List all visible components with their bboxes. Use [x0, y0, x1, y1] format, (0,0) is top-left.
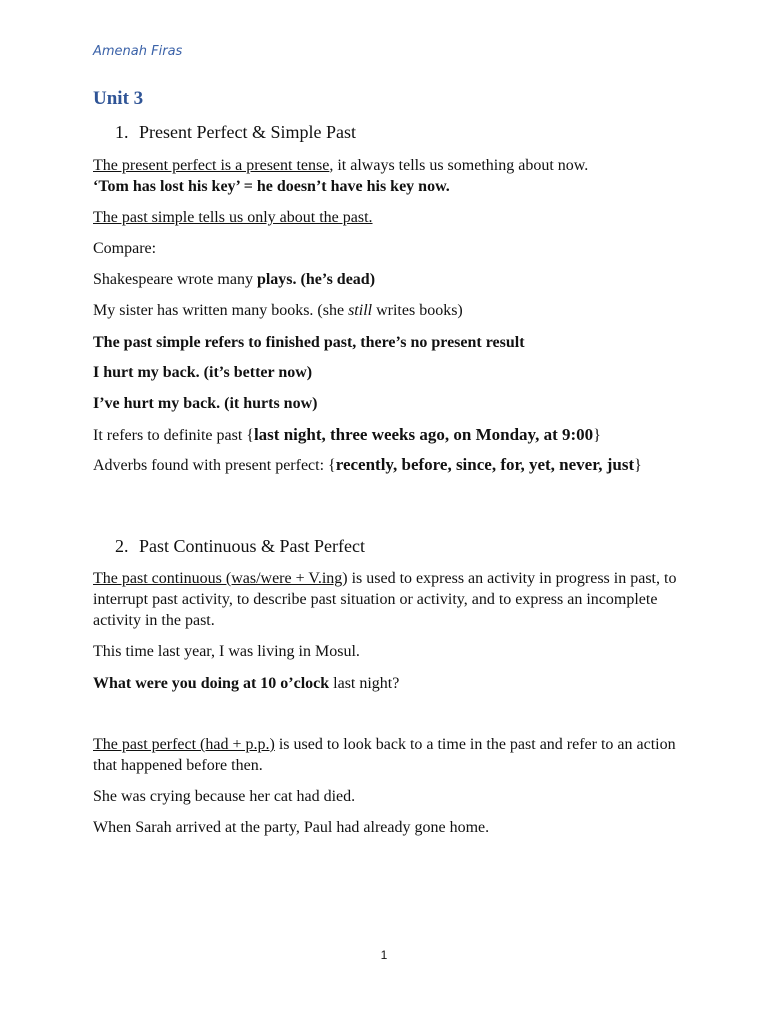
sister-example-start: My sister has written many books. (she	[93, 302, 349, 319]
sister-example-italic: still	[348, 302, 373, 319]
ten-oclock-example-bold: What were you doing at 10 o’clock	[93, 675, 330, 692]
adverbs-start: Adverbs found with present perfect: {	[93, 457, 336, 474]
compare-label: Compare:	[93, 240, 157, 257]
ten-oclock-example-end: last night?	[329, 675, 400, 692]
past-continuous-definition-underlined: The past continuous (was/were + V.ing	[93, 570, 343, 587]
unit-title: Unit 3	[93, 88, 144, 109]
shakespeare-example	[93, 269, 678, 290]
past-continuous-definition-rest: ) is used to express an activity in progress in past, to interrupt past activity, to describe past situation or activity, and to express an incomplete activity in the past.	[93, 570, 677, 629]
section-2-heading	[115, 536, 365, 557]
author-header: Amenah Firas	[93, 44, 183, 59]
past-perfect-definition-underlined: The past perfect (had + p.p.)	[93, 736, 275, 753]
adverbs-line	[93, 454, 678, 476]
adverbs-end: }	[634, 457, 642, 474]
past-continuous-definition	[93, 568, 678, 631]
past-simple-rule: The past simple refers to finished past, there’s no present result	[93, 334, 525, 351]
page-number: 1	[380, 948, 388, 962]
past-perfect-definition	[93, 734, 678, 776]
section-2-number: 2.	[115, 536, 129, 556]
sister-example-end: writes books)	[372, 302, 463, 319]
section-2-title: Past Continuous & Past Perfect	[139, 536, 365, 556]
past-perfect-definition-rest: is used to look back to a time in the past and refer to an action that happened before then.	[93, 736, 676, 774]
section-1-title: Present Perfect & Simple Past	[139, 122, 356, 142]
definite-past-end: }	[593, 427, 601, 444]
past-simple-definition	[93, 207, 678, 228]
hurt-back-past-example: I hurt my back. (it’s better now)	[93, 364, 313, 381]
section-1-number: 1.	[115, 122, 129, 142]
ten-oclock-example	[93, 673, 678, 694]
past-simple-definition-text: The past simple tells us only about the past.	[93, 209, 373, 226]
hurt-back-perfect-example: I’ve hurt my back. (it hurts now)	[93, 395, 318, 412]
sister-example	[93, 300, 678, 321]
present-perfect-definition-rest: , it always tells us something about now.	[329, 157, 589, 174]
tom-key-example: ‘Tom has lost his key’ = he doesn’t have his key now.	[93, 178, 450, 195]
definite-past-examples: last night, three weeks ago, on Monday, at 9:00	[253, 425, 594, 444]
definite-past-line	[93, 424, 678, 446]
present-perfect-definition-underlined: The present perfect is a present tense	[93, 157, 330, 174]
mosul-example: This time last year, I was living in Mosul.	[93, 643, 360, 660]
sarah-party-example: When Sarah arrived at the party, Paul had already gone home.	[93, 819, 490, 836]
shakespeare-example-start: Shakespeare wrote many	[93, 271, 257, 288]
shakespeare-example-bold: plays. (he’s dead)	[256, 271, 376, 288]
present-perfect-definition	[93, 155, 678, 197]
section-1-heading	[115, 122, 356, 143]
definite-past-start: It refers to definite past {	[93, 427, 254, 444]
adverbs-list: recently, before, since, for, yet, never, just	[335, 455, 635, 474]
cat-example: She was crying because her cat had died.	[93, 788, 356, 805]
